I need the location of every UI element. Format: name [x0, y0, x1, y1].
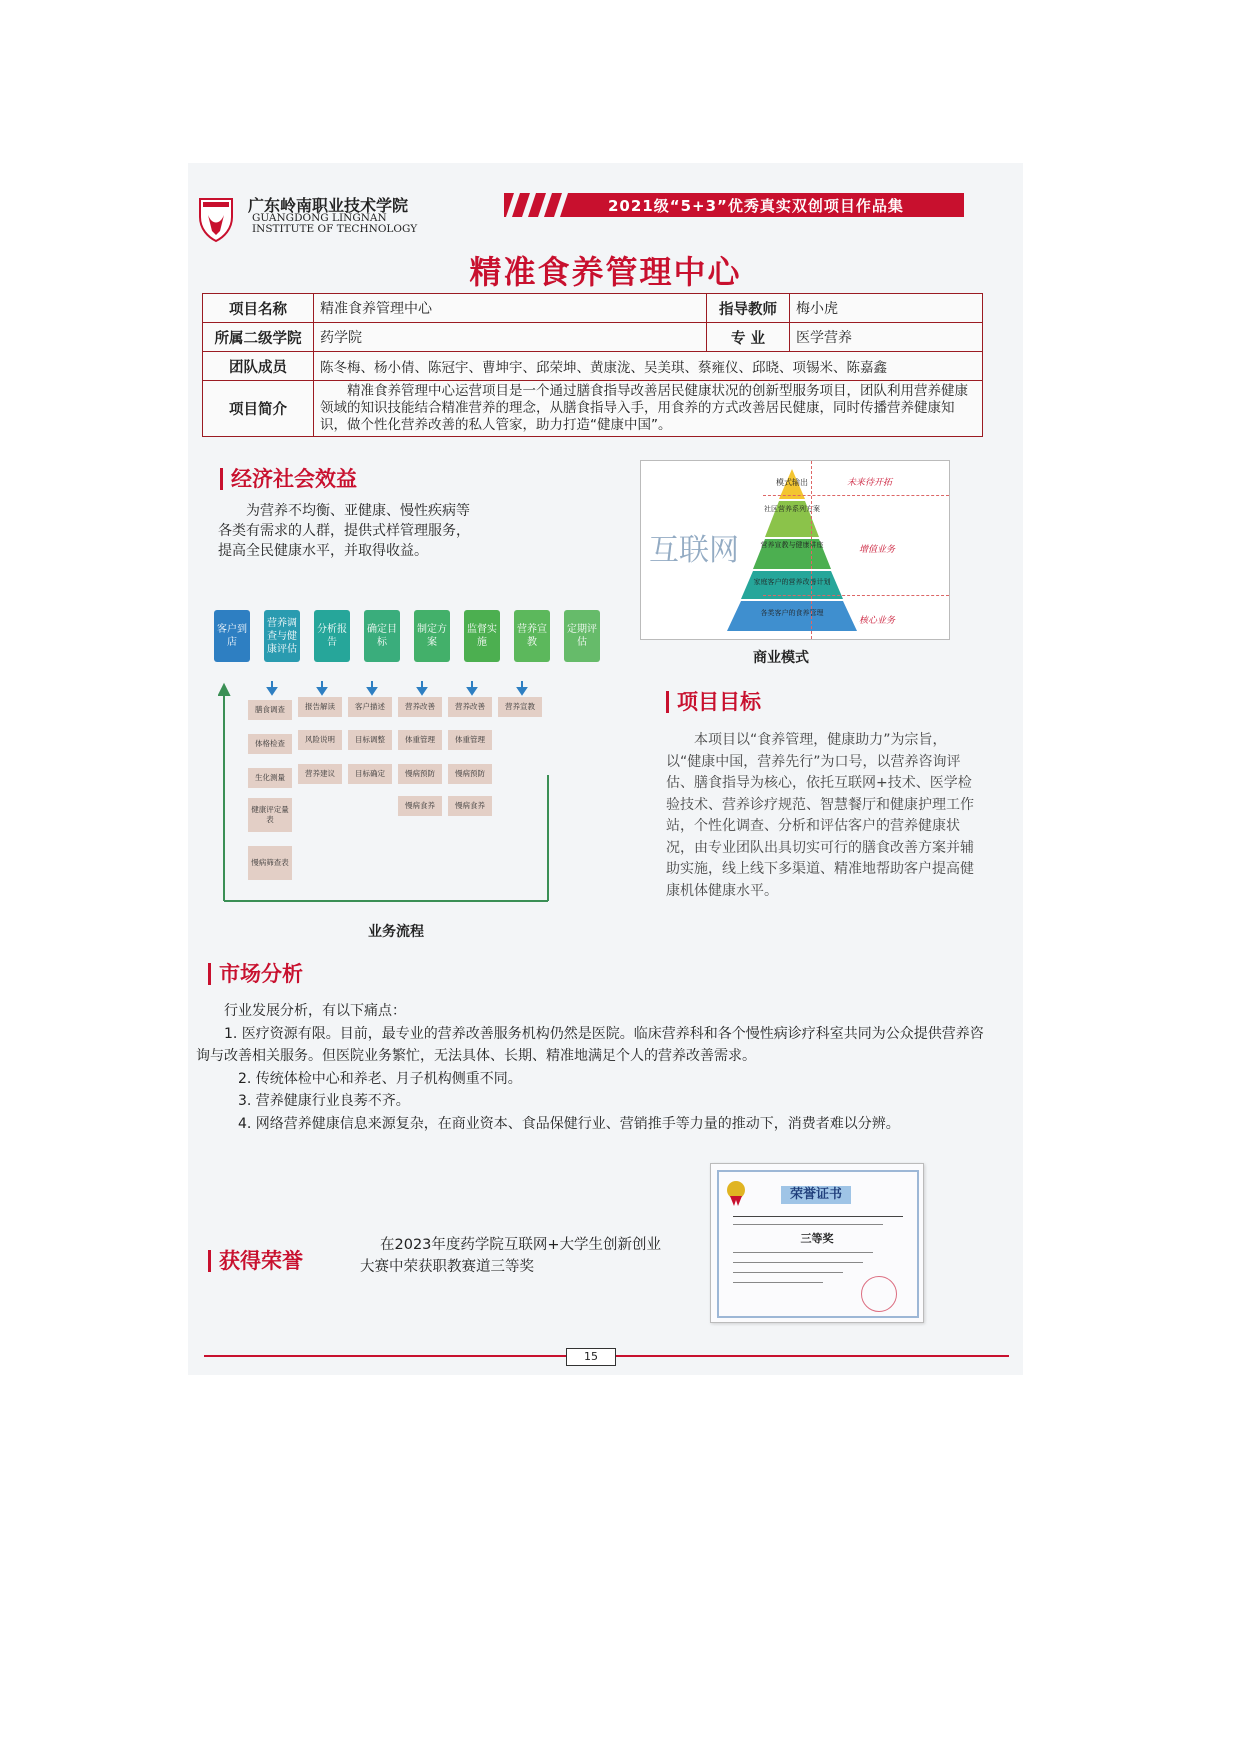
- econ-heading: 经济社会效益: [220, 468, 357, 490]
- flow-subtask: 体格检查: [248, 734, 292, 754]
- tier-tag: 增值业务: [859, 545, 896, 555]
- project-info-table: [202, 293, 983, 437]
- flow-subtask: 健康评定量表: [248, 798, 292, 832]
- honor-heading: 获得荣誉: [208, 1250, 303, 1272]
- goal-text: 本项目以“食养管理，健康助力”为宗旨，以“健康中国，营养先行”为口号，以营养咨询评估、膳食指导为核心，依托互联网+技术、医学检验技术、营养诊疗规范、智慧餐厅和健康护理工作站，个性化调查、分析和评估客户的营养健康状况，由专业团队出具切实可行的膳食改善方案并辅助实施，线上线下多渠道、精准地帮助客户提高健康机体健康水平。: [666, 732, 974, 899]
- market-point: 1. 医疗资源有限。目前，最专业的营养改善服务机构仍然是医院。临床营养科和各个慢性病诊疗科室共同为公众提供营养咨询与改善相关服务。但医院业务繁忙，无法具体、长期、精准地满足个人的营养改善需求。: [196, 1025, 984, 1064]
- page-title: 精准食养管理中心: [469, 253, 742, 291]
- certificate-text-line: [733, 1262, 863, 1263]
- school-emblem-icon: [196, 195, 236, 243]
- flow-step: 监督实施: [464, 610, 500, 662]
- major-value: 医学营养: [790, 323, 983, 352]
- medal-icon: [725, 1180, 747, 1206]
- market-heading: 市场分析: [208, 963, 303, 985]
- flow-subtask: 营养宣教: [498, 697, 542, 717]
- certificate-seal: [861, 1276, 897, 1312]
- market-point: 4. 网络营养健康信息来源复杂，在商业资本、食品保健行业、营销推手等力量的推动下，消费者难以分辨。: [238, 1115, 900, 1132]
- flow-subtask: 体重管理: [398, 730, 442, 750]
- team-value: 陈冬梅、杨小倩、陈冠宇、曹坤宇、邱荣坤、黄康泷、吴美琪、蔡雍仪、邱晓、项锡米、陈嘉鑫: [314, 352, 983, 381]
- market-point: 3. 营养健康行业良莠不齐。: [238, 1093, 410, 1109]
- project-name-value: 精准食养管理中心: [314, 294, 707, 323]
- goal-heading: 项目目标: [666, 691, 761, 713]
- flow-caption: 业务流程: [368, 924, 424, 940]
- school-name-en: [252, 213, 417, 235]
- flow-subtask: 体重管理: [448, 730, 492, 750]
- flow-subtask: 生化测量: [248, 768, 292, 788]
- certificate-award: 三等奖: [800, 1232, 834, 1245]
- team-label: 团队成员: [203, 352, 314, 381]
- certificate-title: 荣誉证书: [781, 1186, 851, 1204]
- honor-text: [360, 1234, 661, 1278]
- flow-step: 分析报告: [314, 610, 350, 662]
- college-value: 药学院: [314, 323, 707, 352]
- flow-step: 客户到店: [214, 610, 250, 662]
- flow-subtask: 慢病筛查表: [248, 846, 292, 880]
- honor-line: 大赛中荣获职教赛道三等奖: [360, 1259, 534, 1275]
- flow-subtask: 目标调整: [348, 730, 392, 750]
- advisor-label: 指导教师: [707, 294, 790, 323]
- certificate-text-line: [733, 1272, 843, 1273]
- honor-line: 在2023年度药学院互联网+大学生创新创业: [380, 1237, 662, 1253]
- intro-value: 精准食养管理中心运营项目是一个通过膳食指导改善居民健康状况的创新型服务项目，团队利用营养健康领域的知识技能结合精准营养的理念，从膳食指导入手，用食养的方式改善居民健康，同时传播营养健康知识，做个性化营养改善的私人管家，助力打造“健康中国”。: [314, 381, 983, 437]
- page-number: 15: [566, 1348, 616, 1366]
- project-name-label: 项目名称: [203, 294, 314, 323]
- flow-subtask: 慢病食养: [448, 796, 492, 816]
- tier-divider: [763, 595, 949, 596]
- advisor-value: 梅小虎: [790, 294, 983, 323]
- econ-text: 为营养不均衡、亚健康、慢性疾病等各类有需求的人群，提供式样管理服务，提高全民健康水平，并取得收益。: [218, 503, 470, 559]
- brochure-page: [188, 163, 1023, 1375]
- major-label: 专 业: [707, 323, 790, 352]
- flow-subtask: 客户描述: [348, 697, 392, 717]
- flow-subtask: 报告解读: [298, 697, 342, 717]
- flow-subtask: 慢病预防: [398, 764, 442, 784]
- flow-step: 营养调查与健康评估: [264, 610, 300, 662]
- school-name-en-line2: INSTITUTE OF TECHNOLOGY: [252, 223, 418, 235]
- pyramid-layer: 社区营养系列方案: [764, 505, 820, 513]
- business-caption: 商业模式: [753, 650, 809, 666]
- certificate-photo: [710, 1163, 924, 1323]
- pyramid-layer: 营养宣教与健康讲座: [760, 541, 824, 549]
- flow-subtask: 营养建议: [298, 764, 342, 784]
- flow-subtask: 慢病预防: [448, 764, 492, 784]
- flow-subtask: 风险说明: [298, 730, 342, 750]
- market-intro: 行业发展分析，有以下痛点：: [224, 1003, 406, 1019]
- intro-label: 项目简介: [203, 381, 314, 437]
- school-name-cn: 广东岭南职业技术学院: [248, 196, 409, 215]
- banner-text: 2021级“5+3”优秀真实双创项目作品集: [608, 197, 904, 215]
- flow-step: 定期评估: [564, 610, 600, 662]
- college-label: 所属二级学院: [203, 323, 314, 352]
- pyramid-layer: 家庭客户的营养改善计划: [753, 578, 831, 586]
- certificate-text-line: [733, 1224, 883, 1225]
- certificate-text-line: [733, 1252, 873, 1253]
- watermark-text: 互联网: [649, 533, 739, 568]
- flow-step: 营养宣教: [514, 610, 550, 662]
- flow-steps: [214, 610, 597, 668]
- flow-subtasks: [228, 700, 548, 890]
- tier-divider: [763, 495, 949, 496]
- tier-tag: 未来待开拓: [847, 478, 893, 488]
- school-name-en-line1: GUANGDONG LINGNAN: [252, 212, 387, 224]
- flow-subtask: 营养改善: [398, 697, 442, 717]
- tier-divider: [811, 461, 813, 639]
- tier-tag: 核心业务: [859, 616, 896, 626]
- market-block: [196, 1000, 984, 1135]
- flow-subtask: 目标确定: [348, 764, 392, 784]
- certificate-text-line: [733, 1282, 823, 1283]
- pyramid-layer: 各类客户的食养管理: [760, 609, 824, 617]
- flow-subtask: 膳食调查: [248, 700, 292, 720]
- certificate-text-line: [733, 1216, 903, 1217]
- flow-step: 制定方案: [414, 610, 450, 662]
- flow-subtask: 慢病食养: [398, 796, 442, 816]
- flow-subtask: 营养改善: [448, 697, 492, 717]
- flow-step: 确定目标: [364, 610, 400, 662]
- pyramid-layer: 模式输出: [776, 478, 808, 487]
- business-model-diagram: [640, 460, 950, 640]
- market-point: 2. 传统体检中心和养老、月子机构侧重不同。: [238, 1070, 522, 1087]
